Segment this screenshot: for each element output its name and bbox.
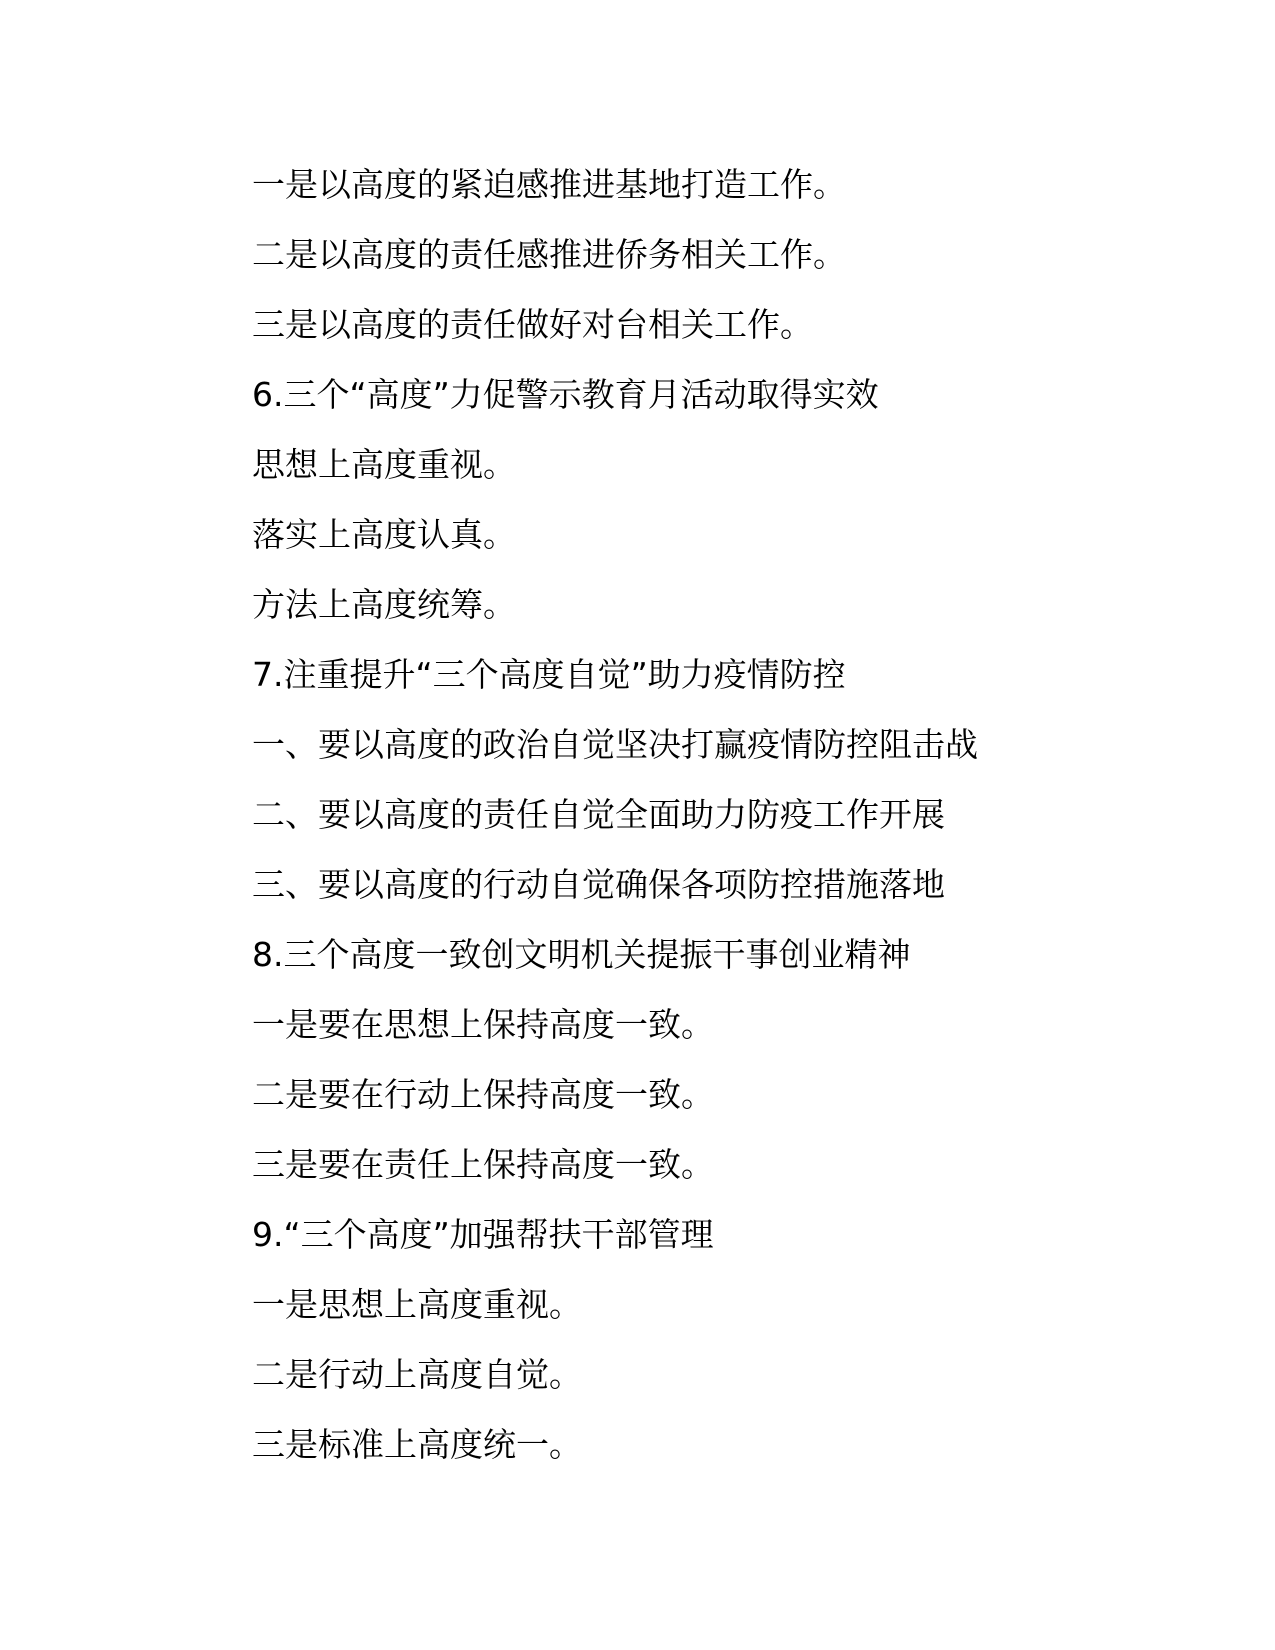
paragraph-line: 二是以高度的责任感推进侨务相关工作。	[252, 235, 846, 274]
paragraph-line: 三是以高度的责任做好对台相关工作。	[252, 305, 813, 344]
document-body	[252, 150, 1052, 1480]
section-heading: 7.注重提升“三个高度自觉”助力疫情防控	[252, 655, 846, 694]
paragraph-line: 一、要以高度的政治自觉坚决打赢疫情防控阻击战	[252, 725, 978, 764]
paragraph-line: 二是行动上高度自觉。	[252, 1355, 582, 1394]
paragraph-line: 三、要以高度的行动自觉确保各项防控措施落地	[252, 865, 945, 904]
paragraph-line: 三是要在责任上保持高度一致。	[252, 1145, 714, 1184]
paragraph-line: 二、要以高度的责任自觉全面助力防疫工作开展	[252, 795, 945, 834]
paragraph-line: 一是思想上高度重视。	[252, 1285, 582, 1324]
paragraph-line: 二是要在行动上保持高度一致。	[252, 1075, 714, 1114]
paragraph-line: 方法上高度统筹。	[252, 585, 516, 624]
section-heading: 9.“三个高度”加强帮扶干部管理	[252, 1215, 714, 1254]
paragraph-line: 落实上高度认真。	[252, 515, 516, 554]
paragraph-line: 思想上高度重视。	[252, 445, 516, 484]
paragraph-line: 一是要在思想上保持高度一致。	[252, 1005, 714, 1044]
paragraph-line: 三是标准上高度统一。	[252, 1425, 582, 1464]
section-heading: 8.三个高度一致创文明机关提振干事创业精神	[252, 935, 911, 974]
paragraph-line: 一是以高度的紧迫感推进基地打造工作。	[252, 165, 846, 204]
section-heading: 6.三个“高度”力促警示教育月活动取得实效	[252, 375, 879, 414]
